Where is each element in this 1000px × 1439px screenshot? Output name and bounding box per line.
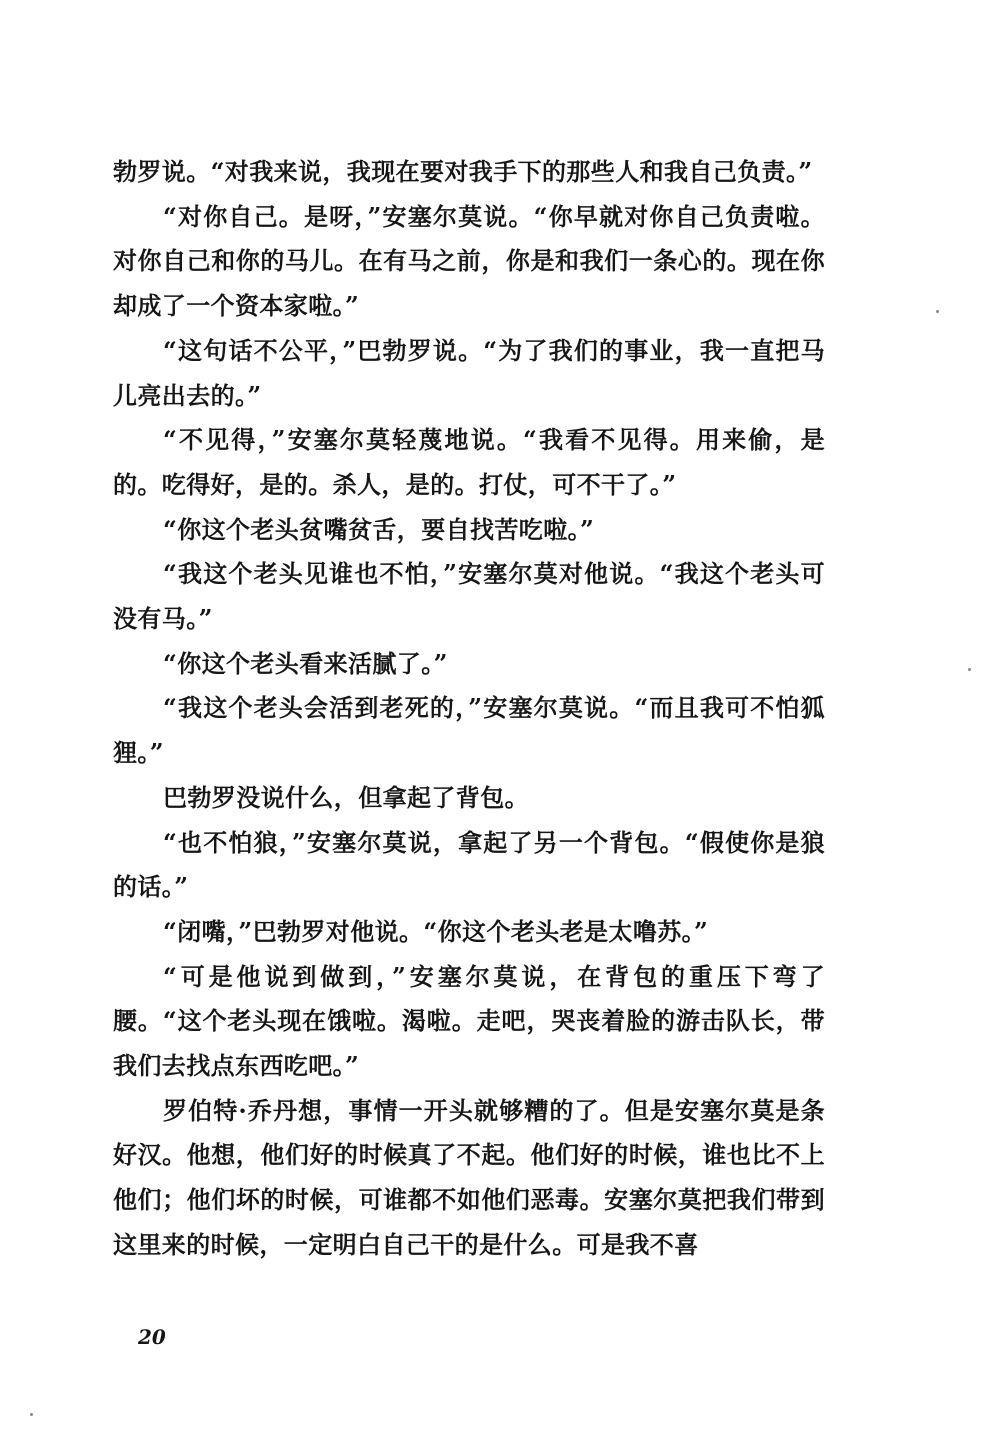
page-number: 20 [138, 1325, 166, 1349]
scan-speck [968, 668, 971, 671]
paragraph-2: “对你自己。是呀，”安塞尔莫说。“你早就对你自己负责啦。对你自己和你的马儿。在有马之前，你是和我们一条心的。现在你却成了一个资本家啦。” [113, 201, 825, 321]
scan-speck [30, 1413, 33, 1416]
paragraph-1: 勃罗说。“对我来说，我现在要对我手下的那些人和我自己负责。” [113, 157, 813, 186]
paragraph-7: “你这个老头看来活腻了。” [163, 648, 448, 678]
paragraph-11: “闭嘴，”巴勃罗对他说。“你这个老头老是太噜苏。” [163, 916, 709, 946]
paragraph-6: “我这个老头见谁也不怕，”安塞尔莫对他说。“我这个老头可没有马。” [113, 559, 825, 634]
paragraph-3: “这句话不公平，”巴勃罗说。“为了我们的事业，我一直把马儿亮出去的。” [113, 335, 825, 410]
paragraph-4: “不见得，”安塞尔莫轻蔑地说。“我看不见得。用来偷，是的。吃得好，是的。杀人，是的。打仗，可不干了。” [113, 425, 825, 499]
paragraph-12: “可是他说到做到，”安塞尔莫说，在背包的重压下弯了腰。“这个老头现在饿啦。渴啦。走吧，哭丧着脸的游击队长，带我们去找点东西吃吧。” [113, 961, 825, 1081]
paragraph-13: 罗伯特·乔丹想，事情一开头就够糟的了。但是安塞尔莫是条好汉。他想，他们好的时候真了不起。他们好的时候，谁也比不上他们；他们坏的时候，可谁都不如他们恶毒。安塞尔莫把我们带到这里来的时候，一定明白自己干的是什么。可是我不喜 [113, 1095, 825, 1259]
scan-speck [936, 310, 939, 313]
paragraph-9: 巴勃罗没说什么，但拿起了背包。 [163, 782, 529, 812]
paragraph-10: “也不怕狼，”安塞尔莫说，拿起了另一个背包。“假使你是狼的话。” [113, 827, 825, 902]
paragraph-5: “你这个老头贫嘴贫舌，要自找苦吃啦。” [163, 514, 595, 544]
body-text [113, 150, 825, 1268]
paragraph-8: “我这个老头会活到老死的，”安塞尔莫说。“而且我可不怕狐狸。” [113, 693, 825, 768]
